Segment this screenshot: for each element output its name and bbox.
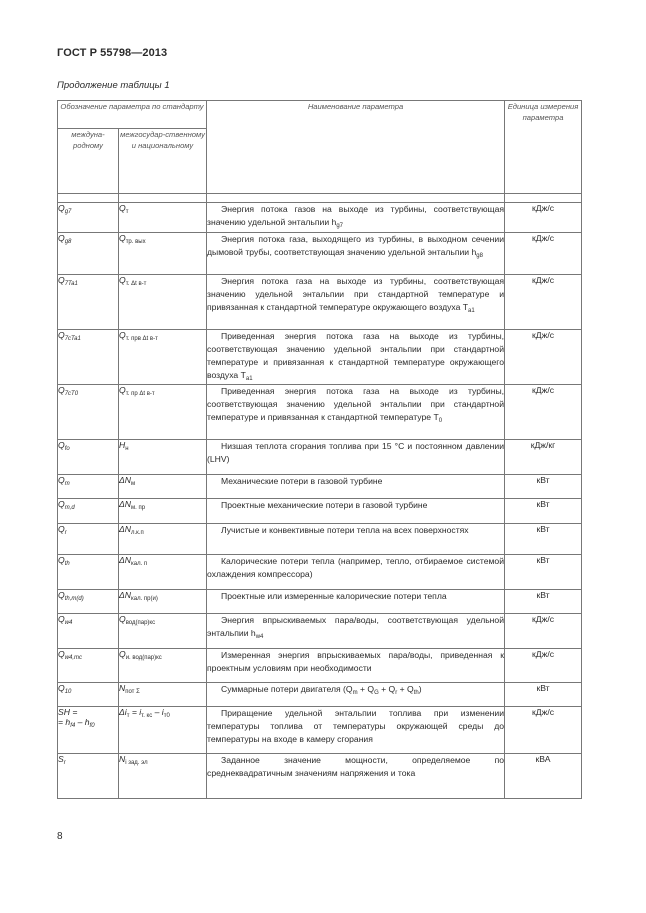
parameter-name-subscript: w4 bbox=[255, 633, 264, 640]
national-symbol: Q bbox=[119, 614, 126, 624]
intl-symbol-cell bbox=[58, 754, 119, 799]
unit-cell: кВт bbox=[505, 499, 582, 524]
di-formula: = i bbox=[129, 707, 142, 717]
sh-sub: f4 bbox=[70, 723, 76, 729]
sum-formula-part: r bbox=[395, 690, 398, 696]
table-row bbox=[58, 649, 582, 683]
parameter-name: Заданное значение мощности, определяемое по среднеквадратичным значениям напряжения и тока bbox=[207, 755, 505, 778]
national-symbol-cell bbox=[119, 233, 207, 275]
parameter-name-cell bbox=[207, 754, 505, 799]
national-symbol: Q bbox=[119, 385, 126, 395]
intl-symbol-cell bbox=[58, 590, 119, 614]
national-symbol-cell bbox=[119, 499, 207, 524]
national-symbol-cell bbox=[119, 614, 207, 649]
intl-symbol: Q bbox=[58, 649, 65, 659]
national-symbol-subscript: т. прв Δt в-т bbox=[125, 336, 158, 342]
intl-symbol: Q bbox=[58, 440, 65, 450]
intl-symbol-subscript: 10 bbox=[64, 689, 72, 695]
sum-formula-part: m bbox=[352, 690, 358, 696]
sum-formula-part: G bbox=[374, 690, 379, 696]
intl-symbol-cell bbox=[58, 555, 119, 590]
national-symbol: ΔN bbox=[119, 524, 131, 534]
unit-cell: кВт bbox=[505, 475, 582, 499]
national-symbol: Q bbox=[119, 330, 126, 340]
parameter-name: Проектные механические потери в газовой турбине bbox=[221, 500, 428, 510]
table-row bbox=[58, 683, 582, 707]
intl-symbol-cell bbox=[58, 233, 119, 275]
sum-formula-part: th bbox=[413, 690, 419, 696]
intl-symbol-subscript: g8 bbox=[64, 239, 72, 245]
national-symbol-subscript: н bbox=[125, 446, 129, 452]
parameter-name: Суммарные потери двигателя (Q bbox=[221, 684, 353, 694]
di-sub: т. кс bbox=[141, 713, 153, 719]
parameter-name-cell bbox=[207, 707, 505, 754]
national-symbol: H bbox=[119, 440, 126, 450]
national-symbol-subscript: т. Δt в-т bbox=[125, 281, 147, 287]
national-symbol: ΔN bbox=[119, 590, 131, 600]
intl-symbol-subscript: 7Ta1 bbox=[64, 281, 78, 287]
national-symbol-cell bbox=[119, 475, 207, 499]
header-international: междуна-родному bbox=[58, 129, 119, 194]
intl-symbol-subscript: 7cTa1 bbox=[64, 336, 81, 342]
national-symbol-cell bbox=[119, 440, 207, 475]
intl-symbol-cell bbox=[58, 203, 119, 233]
parameter-name: Приращение удельной энтальпии топлива при изменении температуры топлива от температуры окружающей среды до температуры на входе в камеру сгорания bbox=[207, 708, 505, 744]
intl-symbol-cell bbox=[58, 440, 119, 475]
parameter-name-cell bbox=[207, 683, 505, 707]
national-symbol: ΔN bbox=[119, 499, 131, 509]
parameter-name-cell bbox=[207, 614, 505, 649]
parameter-name: Механические потери в газовой турбине bbox=[221, 476, 383, 486]
national-symbol-cell bbox=[119, 590, 207, 614]
intl-symbol: Q bbox=[58, 555, 65, 565]
intl-symbol-cell bbox=[58, 499, 119, 524]
intl-symbol-subscript: 7cT0 bbox=[64, 391, 79, 397]
national-symbol-cell bbox=[119, 524, 207, 555]
national-symbol: Q bbox=[119, 275, 126, 285]
intl-symbol: SH = bbox=[58, 707, 78, 717]
intl-symbol: Q bbox=[58, 524, 65, 534]
unit-cell: кДж/с bbox=[505, 203, 582, 233]
table-row bbox=[58, 590, 582, 614]
intl-symbol: Q bbox=[58, 475, 65, 485]
national-symbol-cell bbox=[119, 649, 207, 683]
parameter-name: Приведенная энергия потока газа на выходе из турбины, соответствующая значению удельной энтальпии при стандартной температуре и привязанная к стандартной температуре T bbox=[207, 386, 505, 422]
national-symbol-subscript: м bbox=[130, 481, 136, 487]
parameter-name-cell bbox=[207, 555, 505, 590]
intl-symbol: Q bbox=[58, 499, 65, 509]
intl-symbol-subscript: g7 bbox=[64, 209, 72, 215]
unit-cell: кВт bbox=[505, 555, 582, 590]
national-symbol-subscript: т bbox=[126, 713, 130, 719]
parameter-name-cell bbox=[207, 475, 505, 499]
intl-symbol-cell bbox=[58, 707, 119, 754]
intl-symbol: S bbox=[58, 754, 64, 764]
table-row bbox=[58, 524, 582, 555]
intl-symbol-cell bbox=[58, 614, 119, 649]
parameters-table bbox=[57, 100, 582, 799]
intl-symbol-subscript: m,d bbox=[64, 505, 75, 511]
intl-symbol-cell bbox=[58, 649, 119, 683]
unit-cell: кДж/с bbox=[505, 614, 582, 649]
parameter-name-subscript: a1 bbox=[245, 375, 253, 382]
national-symbol-subscript: пот Σ bbox=[125, 689, 140, 695]
national-symbol: N bbox=[119, 683, 126, 693]
header-designation-group: Обозначение параметра по стандарту bbox=[58, 101, 207, 129]
national-symbol-subscript: i зад. эл bbox=[125, 760, 148, 766]
parameter-name-cell bbox=[207, 499, 505, 524]
parameter-name: Лучистые и конвективные потери тепла на всех поверхностях bbox=[221, 525, 469, 535]
intl-symbol: Q bbox=[58, 385, 65, 395]
national-symbol-cell bbox=[119, 707, 207, 754]
intl-symbol-cell bbox=[58, 683, 119, 707]
national-symbol-subscript: кал. пр(и) bbox=[130, 596, 158, 602]
national-symbol-cell bbox=[119, 555, 207, 590]
parameter-name-cell bbox=[207, 524, 505, 555]
intl-symbol-cell bbox=[58, 330, 119, 385]
national-symbol-subscript: м. пр bbox=[130, 505, 146, 511]
unit-cell: кДж/с bbox=[505, 707, 582, 754]
table-row bbox=[58, 707, 582, 754]
parameter-name-cell bbox=[207, 203, 505, 233]
intl-symbol-cell bbox=[58, 385, 119, 440]
intl-symbol-subscript: r bbox=[64, 530, 67, 536]
table-row bbox=[58, 754, 582, 799]
table-row bbox=[58, 203, 582, 233]
national-symbol-subscript: л.к.п bbox=[130, 530, 144, 536]
national-symbol: Q bbox=[119, 203, 126, 213]
intl-symbol-subscript: th bbox=[64, 561, 70, 567]
di-sub: т0 bbox=[163, 713, 170, 719]
national-symbol: N bbox=[119, 754, 126, 764]
table-row bbox=[58, 233, 582, 275]
national-symbol-subscript: кал. п bbox=[130, 561, 148, 567]
sh-formula: – h bbox=[75, 717, 90, 727]
intl-symbol: Q bbox=[58, 233, 65, 243]
national-symbol-subscript: т. пр Δt в-т bbox=[125, 391, 155, 397]
national-symbol-cell bbox=[119, 275, 207, 330]
intl-symbol-subscript: r bbox=[63, 760, 66, 766]
header-unit: Единица измерения параметра bbox=[505, 101, 582, 194]
parameter-name: Энергия потока газов на выходе из турбины, соответствующая значению удельной энтальпии h bbox=[207, 204, 505, 227]
parameter-name-cell bbox=[207, 649, 505, 683]
parameter-name: Энергия потока газа, выходящего из турбины, в выходном сечении дымовой трубы, соответствующая значению удельной энтальпии h bbox=[207, 234, 505, 257]
table-row bbox=[58, 385, 582, 440]
parameter-name: Энергия потока газа на выходе из турбины, соответствующая значению удельной энтальпии при стандартной температуре и привязанная к стандартной температуре окружающего воздуха T bbox=[207, 276, 505, 312]
header-interstate: межгосудар-ственному и национальному bbox=[119, 129, 207, 194]
parameter-name-cell bbox=[207, 275, 505, 330]
parameter-name: Проектные или измеренные калорические потери тепла bbox=[221, 591, 447, 601]
intl-symbol-cell bbox=[58, 524, 119, 555]
parameter-name-cell bbox=[207, 233, 505, 275]
national-symbol: Δi bbox=[119, 707, 127, 717]
national-symbol-subscript: и. вод(пар)кс bbox=[125, 655, 162, 661]
parameter-name-subscript: g8 bbox=[476, 252, 483, 259]
national-symbol-subscript: вод(пар)кс bbox=[125, 620, 156, 626]
intl-symbol: Q bbox=[58, 614, 65, 624]
national-symbol-cell bbox=[119, 330, 207, 385]
sum-formula-part: ) bbox=[418, 684, 422, 694]
national-symbol-cell bbox=[119, 754, 207, 799]
table-row bbox=[58, 555, 582, 590]
sum-formula-part: + Q bbox=[357, 684, 375, 694]
table-row bbox=[58, 275, 582, 330]
unit-cell: кДж/кг bbox=[505, 440, 582, 475]
sh-sub: f0 bbox=[89, 723, 95, 729]
parameter-name-cell bbox=[207, 330, 505, 385]
intl-symbol-subscript: th,m(d) bbox=[64, 596, 84, 602]
intl-symbol-subscript: fo bbox=[64, 446, 70, 452]
intl-symbol-subscript: w4,mc bbox=[64, 655, 83, 661]
intl-symbol: Q bbox=[58, 203, 65, 213]
intl-symbol-subscript: w4 bbox=[64, 620, 73, 626]
national-symbol-cell bbox=[119, 203, 207, 233]
unit-cell: кВт bbox=[505, 590, 582, 614]
parameter-name: Калорические потери тепла (например, тепло, отбираемое системой охлаждения компрессора) bbox=[207, 556, 505, 579]
parameter-name: Энергия впрыскиваемых пара/воды, соответствующая удельной энтальпии h bbox=[207, 615, 505, 638]
table-row bbox=[58, 330, 582, 385]
intl-symbol-subscript: m bbox=[64, 481, 70, 487]
intl-symbol: Q bbox=[58, 590, 65, 600]
parameter-name-cell bbox=[207, 385, 505, 440]
intl-symbol: Q bbox=[58, 330, 65, 340]
sh-formula: = h bbox=[58, 717, 71, 727]
national-symbol: ΔN bbox=[119, 475, 131, 485]
unit-cell: кВА bbox=[505, 754, 582, 799]
national-symbol: ΔN bbox=[119, 555, 131, 565]
parameter-name-cell bbox=[207, 440, 505, 475]
national-symbol: Q bbox=[119, 649, 126, 659]
sum-formula-part: + Q bbox=[397, 684, 414, 694]
parameter-name-cell bbox=[207, 590, 505, 614]
unit-cell: кВт bbox=[505, 524, 582, 555]
unit-cell: кДж/с bbox=[505, 649, 582, 683]
table-row bbox=[58, 614, 582, 649]
parameter-name-subscript: g7 bbox=[336, 222, 344, 229]
national-symbol: Q bbox=[119, 233, 126, 243]
table-row bbox=[58, 440, 582, 475]
national-symbol-subscript: тр. вых bbox=[125, 239, 146, 245]
unit-cell: кВт bbox=[505, 683, 582, 707]
table-row bbox=[58, 499, 582, 524]
di-formula: – i bbox=[152, 707, 164, 717]
unit-cell: кДж/с bbox=[505, 233, 582, 275]
parameter-name: Низшая теплота сгорания топлива при 15 °С и постоянном давлении (LHV) bbox=[207, 441, 505, 464]
unit-cell: кДж/с bbox=[505, 330, 582, 385]
national-symbol-cell bbox=[119, 385, 207, 440]
header-parameter-name: Наименование параметра bbox=[207, 101, 505, 194]
intl-symbol: Q bbox=[58, 683, 65, 693]
table-row bbox=[58, 475, 582, 499]
sum-formula-part: + Q bbox=[378, 684, 396, 694]
intl-symbol-cell bbox=[58, 475, 119, 499]
page-number: 8 bbox=[57, 831, 63, 842]
intl-symbol-cell bbox=[58, 275, 119, 330]
table-continuation-caption: Продолжение таблицы 1 bbox=[57, 80, 170, 91]
intl-symbol: Q bbox=[58, 275, 65, 285]
parameter-name-subscript: 0 bbox=[438, 417, 443, 424]
parameter-name: Приведенная энергия потока газа на выходе из турбины, соответствующая значению удельной энтальпии при стандартной температуре и привязанная к стандартной температуре окружающего воздуха T bbox=[207, 331, 505, 380]
unit-cell: кДж/с bbox=[505, 385, 582, 440]
document-title: ГОСТ Р 55798—2013 bbox=[57, 47, 168, 59]
parameter-name: Измеренная энергия впрыскиваемых пара/воды, приведенная к проектным условиям при необходимости bbox=[207, 650, 505, 673]
unit-cell: кДж/с bbox=[505, 275, 582, 330]
parameter-name-subscript: a1 bbox=[468, 307, 475, 314]
national-symbol-subscript: т bbox=[125, 209, 129, 215]
national-symbol-cell bbox=[119, 683, 207, 707]
